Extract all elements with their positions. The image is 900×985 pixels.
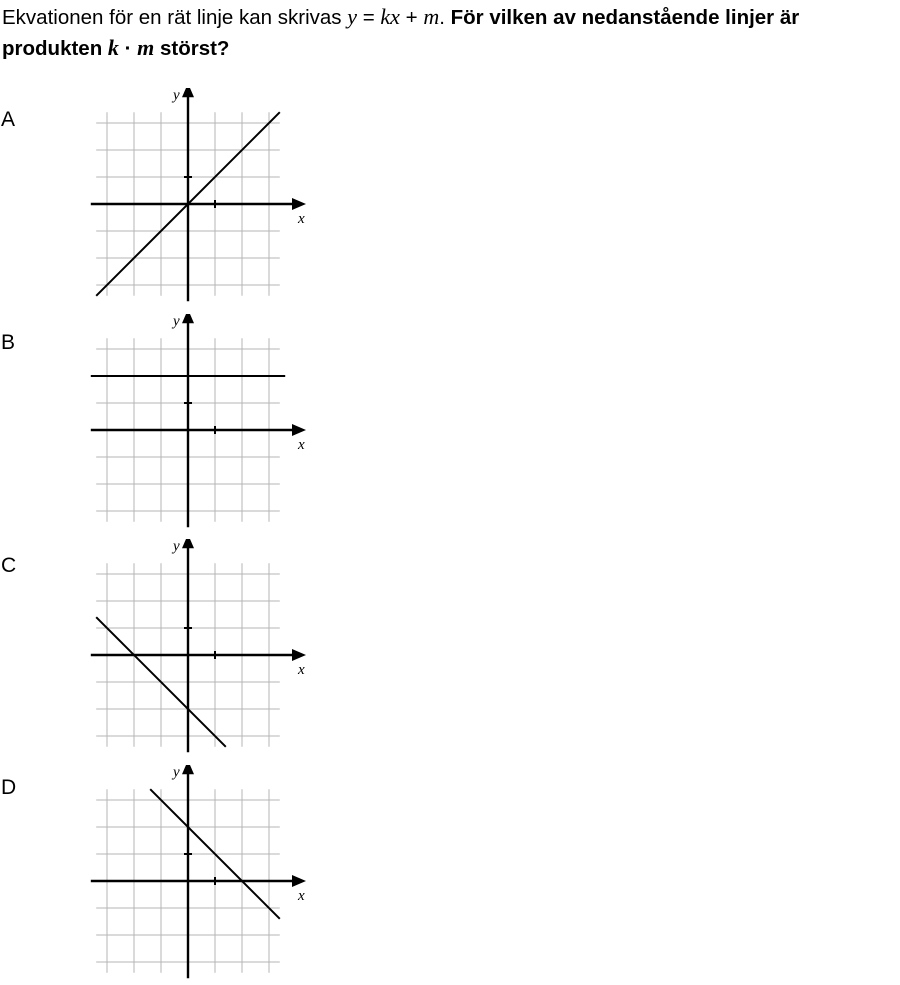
coordinate-plane-d [80,765,320,985]
y-axis-label: y [173,765,180,781]
question-intro: Ekvationen för en rät linje kan skrivas [2,6,342,29]
y-axis-arrow [182,314,194,323]
x-axis-arrow [292,198,306,210]
equation-plus: + [399,6,424,29]
x-axis-arrow [292,649,306,661]
y-axis-arrow [182,765,194,774]
question-bold-part2: störst? [154,37,230,60]
equation-y: y [347,4,358,29]
coordinate-plane-c [80,539,320,759]
x-axis-arrow [292,875,306,887]
equation-equals: = [357,6,381,29]
y-axis-label: y [173,88,180,104]
equation-m: m [423,4,440,29]
equation-period: . [439,6,451,29]
y-axis-label: y [173,539,180,555]
option-letter-c: C [1,554,17,577]
y-axis-arrow [182,88,194,97]
graph-a [80,88,320,308]
x-axis-label: x [298,211,305,227]
x-axis-label: x [298,437,305,453]
coordinate-plane-a [80,88,320,308]
graph-c [80,539,320,759]
product-k: k [107,35,119,60]
question-text [2,2,898,64]
y-axis-label: y [173,314,180,330]
option-letter-d: D [1,776,17,799]
option-letter-b: B [1,331,16,354]
x-axis-label: x [298,888,305,904]
option-letter-a: A [1,108,16,131]
graph-b [80,314,320,534]
coordinate-plane-b [80,314,320,534]
x-axis-label: x [298,662,305,678]
equation-kx: kx [380,4,400,29]
x-axis-arrow [292,424,306,436]
y-axis-arrow [182,539,194,548]
graph-d [80,765,320,985]
product-dot: · [118,37,138,60]
product-m: m [137,35,155,60]
question-bold-part1: För vilken av nedanstående linjer är produkten [2,6,800,60]
